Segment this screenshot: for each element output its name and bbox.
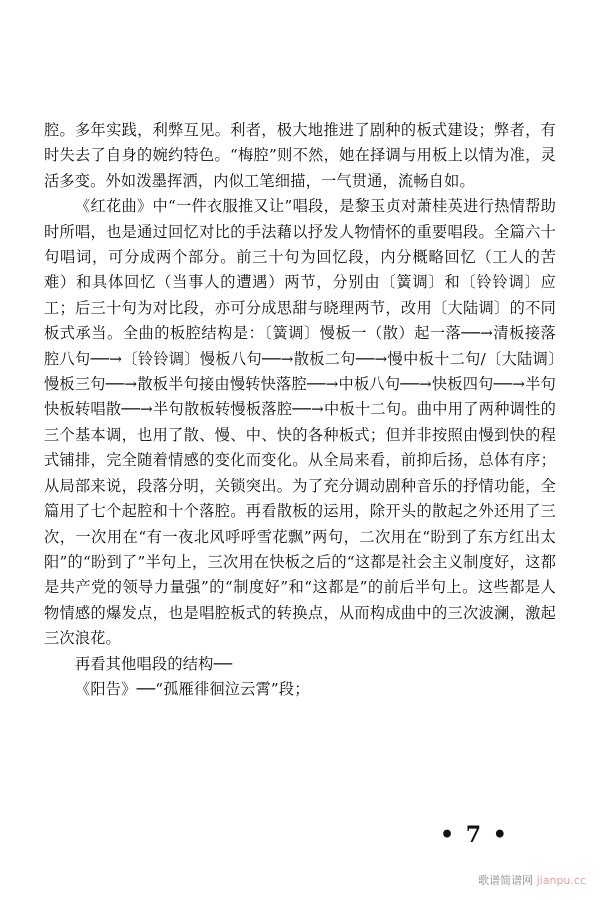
paragraph-other-sections-intro: 再看其他唱段的结构── (75, 654, 233, 673)
watermark-url: jianpu.cc (536, 874, 586, 887)
page-number: • 7 • (440, 822, 509, 848)
watermark-site-name: 歌谱简谱网 (478, 874, 534, 887)
paragraph-hong-hua-qu: 《红花曲》中“一件衣服推又让”唱段，是黎玉贞对萧桂英进行热情帮助时所唱，也是通过回忆对比的手法藉以抒发人物情怀的重要唱段。全篇六十句唱词，可分成两个部分。前三十句为回忆段，内分概略回忆（工人的苦难）和具体回忆（当事人的遭遇）两节，分别由〔簧调〕和〔铃铃调〕应工；后三十句为对比段，亦可分成思甜与晓理两节，改用〔大陆调〕的不同板式承当。全曲的板腔结构是：〔簧调〕慢板一（散）起一落──→清板接落腔八句──→〔铃铃调〕慢板八句──→散板二句──→慢中板十二句/〔大陆调〕慢板三句──→散板半句接由慢转快落腔──→中板八句──→快板四句──→半句快板转唱散──→半句散板转慢板落腔──→中板十二句。曲中用了两种调性的三个基本调，也用了散、慢、中、快的各种板式；但并非按照由慢到快的程式铺排，完全随着情感的变化而变化。从全局来看，前抑后扬，总体有序；从局部来说，段落分明，关锁突出。为了充分调动剧种音乐的抒情功能，全篇用了七个起腔和十个落腔。再看散板的运用，除开头的散起之外还用了三次，一次用在“有一夜北风呼呼雪花飘”两句，二次用在“盼到了东方红出太阳”的“盼到了”半句上，三次用在快板之后的“这都是社会主义制度好，这都是共产党的领导力量强”的“制度好”和“这都是”的前后半句上。这些都是人物情感的爆发点，也是唱腔板式的转换点，从而构成曲中的三次波澜，激起三次浪花。 (44, 197, 556, 648)
paragraph-yang-gao: 《阳告》──“孤雁徘徊泣云霄”段； (75, 679, 310, 698)
paragraph-continuation: 腔。多年实践，利弊互见。利者，极大地推进了剧种的板式建设；弊者，有时失去了自身的婉约特色。“梅腔”则不然，她在择调与用板上以情为准，灵活多变。外如泼墨挥洒，内似工笔细描，一气贯通，流畅自如。 (44, 121, 556, 190)
watermark (478, 872, 586, 888)
body-text (44, 118, 556, 702)
